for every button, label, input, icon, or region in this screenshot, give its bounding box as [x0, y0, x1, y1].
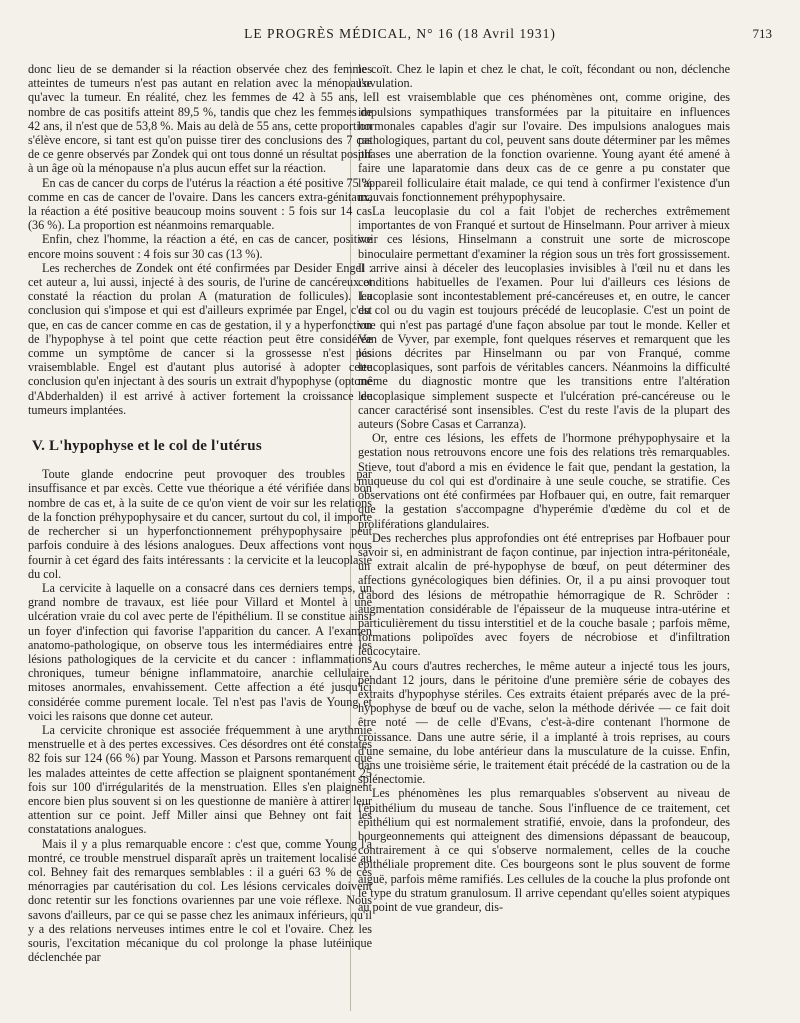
- paragraph: Or, entre ces lésions, les effets de l'hormone préhypophysaire et la gestation nous retrouvons encore une fois des relations très remarquables. Stieve, tout d'abord a mis en évidence le fait que, pendant la gestation, la muqueuse du col qui est d'ordinaire à une seule couche, se stratifie. Ces observations ont été confirmées par Hofbauer qui, en outre, fait remarquer que la gestation s'accompagne d'hyperémie d'œdème du col et de proliférations glandulaires.: [358, 431, 730, 531]
- paragraph: Toute glande endocrine peut provoquer des troubles par insuffisance et par excès. Cette vue théorique a été vérifiée dans bon nombre de cas et, à la suite de ce qu'on vient de voir sur les relations de la fonction préhypophysaire et du cancer, surtout du col, il importe de rechercher si un hyperfonctionnement préhypophysaire peut parfois conduire à des lésions analogues. Deux affections vont nous fournir à cet égard des faits intéressants : la cervicite et la leucoplasie du col.: [28, 467, 372, 581]
- section-heading: V. L'hypophyse et le col de l'utérus: [32, 438, 262, 455]
- paragraph: Les recherches de Zondek ont été confirmées par Desider Engel : cet auteur a, lui aussi, injecté à des souris, de l'urine de cancéreux et constaté la réaction du prolan A (maturation de follicules). La conclusion qui s'impose et qui est d'ailleurs exprimée par Engel, c'est que, en cas de cancer comme en cas de gestation, il y a hyperfonction de l'hypophyse à tel point que cette réaction peut être considérée comme un symptôme de cancer si la grossesse n'est pas vraisemblable. Engel est d'autant plus autorisé à adopter cette conclusion qu'en injectant à des souris un extrait d'hypophyse (optone d'Abderhalden) il est arrivé à activer fortement la croissance de tumeurs implantées.: [28, 260, 372, 417]
- paragraph: donc lieu de se demander si la réaction observée chez des femmes atteintes de tumeurs n'est pas autant en relation avec la ménopause qu'avec la tumeur. En réalité, chez les femmes de 42 à 55 ans, le nombre de cas positifs atteint 89,5 %, tandis que chez les femmes de 42 ans, il n'est que de 53,8 %. Mais au delà de 55 ans, cette proportion s'élève encore, si tant est qu'on puisse tirer des conclusions des 7 cas de ce genre observés par Zondek qui ont tous donné un résultat positif à un âge où la ménopause n'a plus aucun effet sur la réaction.: [28, 62, 372, 176]
- page-number: 713: [752, 26, 772, 41]
- paragraph: En cas de cancer du corps de l'utérus la réaction a été positive 75 % comme en cas de cancer de l'ovaire. Dans les cancers extra-génitaux, la réaction a été positive beaucoup moins souvent : 5 fois sur 14 cas (36 %). La proportion est néanmoins remarquable.: [28, 175, 372, 233]
- right-column: [358, 62, 730, 1013]
- paragraph: La cervicite à laquelle on a consacré dans ces derniers temps, un grand nombre de travaux, est liée pour Villard et Montel à une ulcération vraie du col avec perte de l'épithélium. Il se constitue ainsi un foyer d'infection qui favorise l'apparition du cancer. A l'examen anatomo-pathologique, on observe tous les intermédiaires entre les lésions pathologiques de la cervicite et du cancer : inflammations chroniques, tumeur bénigne inflammatoire, anarchie cellulaire, mitoses anormales, envahissement. Cette affection a été jusqu'ici considérée comme purement locale. Tel n'est pas l'avis de Young et voici les raisons que donne cet auteur.: [28, 580, 372, 723]
- running-header: [0, 26, 800, 46]
- paragraph: La cervicite chronique est associée fréquemment à une arythmie menstruelle et à des pertes excessives. Ces désordres ont été constatés 82 fois sur 124 (66 %) par Young. Masson et Parsons remarquent que les malades atteintes de cette affection se plaignent spontanément 25 fois sur 100 d'irrégularités de la menstruation. Elles s'en plaignent encore bien plus souvent si on les questionne de manière à attirer leur attention sur ce point. Jeff Miller ainsi que Behney ont fait les constatations analogues.: [28, 722, 372, 837]
- paragraph: Mais il y a plus remarquable encore : c'est que, comme Young l'a montré, ce trouble menstruel disparaît après un traitement localisé au col. Behney fait des remarques semblables : il a guéri 63 % de ces ménorragies par cautérisation du col. Les lésions cervicales doivent donc retentir sur les fonctions ovariennes par une voie réflexe. Nous savons d'ailleurs, par ce qui se passe chez les animaux inférieurs, qu'il y a des relations nerveuses intimes entre le col et l'ovaire. Chez les souris, l'excitation mécanique du col prolonge la phase lutéinique déclenchée par: [28, 836, 372, 965]
- paragraph: Il est vraisemblable que ces phénomènes ont, comme origine, des impulsions sympathiques transformées par la pituitaire en influences hormonales capables d'agir sur l'ovaire. Des impulsions analogues mais pathologiques, partant du col, peuvent sans doute déterminer par les mêmes phases une aberration de la fonction ovarienne. Young ayant été amené à faire une laparatomie dans deux cas de ce genre a pu constater que l'appareil folliculaire était malade, ce qui tend à confirmer l'existence d'un mauvais fonctionnement préhypophysaire.: [358, 90, 730, 204]
- paragraph: le coït. Chez le lapin et chez le chat, le coït, fécondant ou non, déclenche l'ovulation.: [358, 62, 730, 91]
- paragraph: La leucoplasie du col a fait l'objet de recherches extrêmement importantes de von Franqué et surtout de Hinselmann. Pour arriver à mieux voir ces lésions, Hinselmann a construit une sorte de microscope binoculaire permettant d'examiner la région sous un très fort grossissement. Il arrive ainsi à déceler des leucoplasies invisibles à l'œil nu et dans les conditions habituelles de l'examen. Pour lui d'ailleurs ces lésions de leucoplasie sont incontestablement pré-cancéreuses et, en outre, le cancer du col ou du vagin est toujours précédé de leucoplasie. C'est un point de vue qui n'est pas partagé d'une façon absolue par tout le monde. Keller et Van de Vyver, par exemple, font quelques réserves et remarquent que les lésions décrites par Hinselmann ou par von Franqué, comme leucoplasiques, sont parfois de véritables cancers. Néanmoins la difficulté même du diagnostic montre que les transitions entre l'altération leucoplasique simplement suspecte et l'ulcération pré-cancéreuse ou le cancer caractérisé sont insensibles. C'est du reste l'avis de la plupart des auteurs (Sobre Casas et Carranza).: [358, 204, 730, 432]
- paragraph: Au cours d'autres recherches, le même auteur a injecté tous les jours, pendant 12 jours, dans le péritoine d'une première série de cobayes des extraits d'hypophyse stériles. Ces extraits étaient préparés avec de la pré-hypophyse de bœuf ou de vache, selon la méthode dérivée — ce fait doit être noté — de celle d'Evans, c'est-à-dire contenant l'hormone de croissance. Dans une autre série, il a implanté à trois reprises, au cours d'une semaine, du lobe antérieur dans la musculature de la cuisse. Enfin, dans une troisième série, le traitement était précédé de la castration ou de la splénectomie.: [358, 658, 730, 787]
- paragraph: Les phénomènes les plus remarquables s'observent au niveau de l'épithélium du museau de tanche. Sous l'influence de ce traitement, cet épithélium qui est normalement stratifié, envoie, dans la profondeur, des bourgeonnements qui atteignent des dimensions dépassant de beaucoup, contrairement à ce qui s'observe normalement, celles de la couche épithéliale proprement dite. Ces bourgeons sont le plus souvent de forme aiguë, parfois même ramifiés. Les cellules de la couche la plus profonde ont le type du stratum granulosum. Il arrive cependant qu'elles soient atypiques au point de vue grandeur, dis-: [358, 786, 730, 914]
- paragraph: Des recherches plus approfondies ont été entreprises par Hofbauer pour savoir si, en administrant de façon continue, par injection intra-péritonéale, un extrait alcalin de pré-hypophyse de bœuf, on peut déterminer des affections gynécologiques bien définies. Or, il a pu ainsi provoquer tout d'abord des lésions de métropathie hémorragique de R. Schröder : augmentation considérable de l'épaisseur de la muqueuse intra-utérine et particulièrement du tissu interstitiel et de la couche basale ; parfois même, formations polipoïdes avec foyers de nécrobiose et d'infiltration leucocytaire.: [358, 530, 730, 659]
- journal-title: LE PROGRÈS MÉDICAL, N° 16 (18 Avril 1931): [244, 26, 556, 41]
- left-column: [28, 62, 372, 1013]
- paragraph: Enfin, chez l'homme, la réaction a été, en cas de cancer, positive encore moins souvent : 4 fois sur 30 cas (13 %).: [28, 232, 372, 261]
